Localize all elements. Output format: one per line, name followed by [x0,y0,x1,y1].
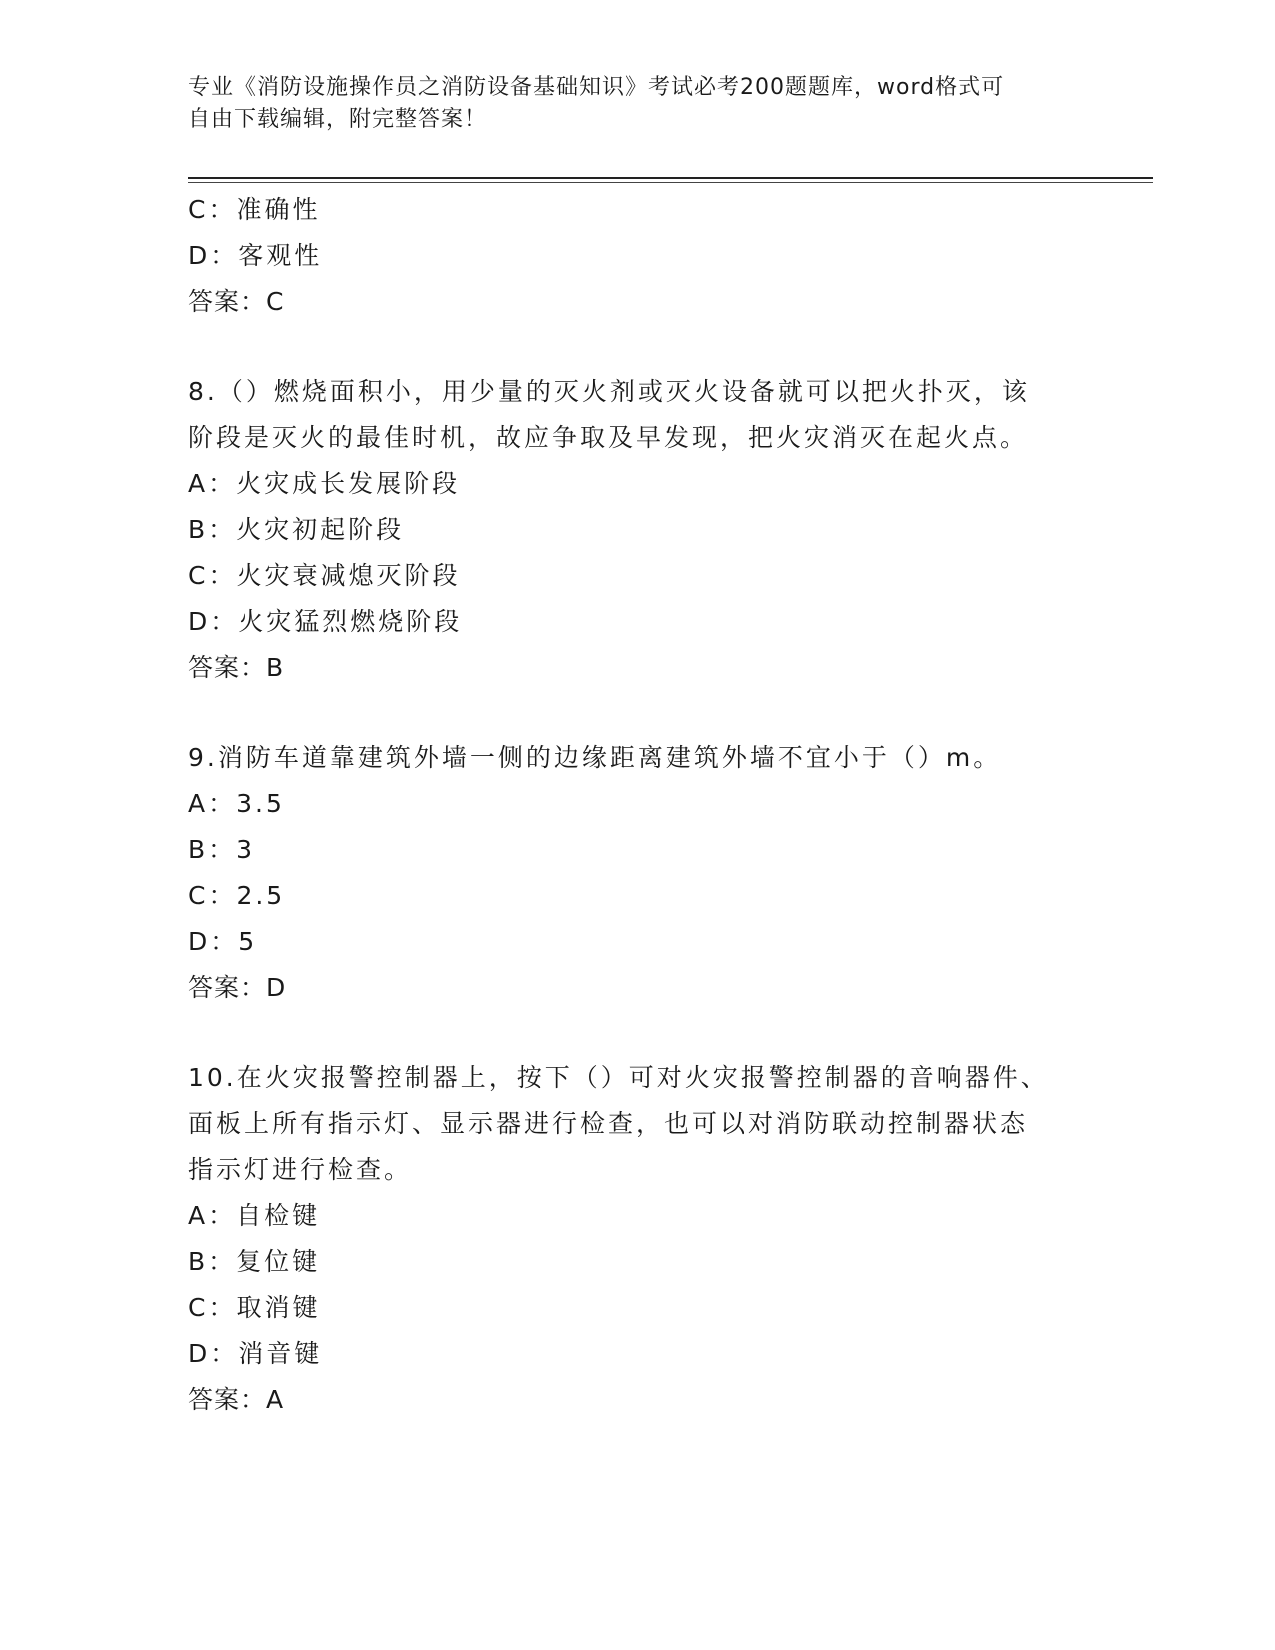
spacer [188,1011,1088,1055]
option-a: A：自检键 [188,1201,321,1230]
document-header [188,72,1068,136]
question-stem-line: 阶段是灭火的最佳时机，故应争取及早发现，把火灾消灭在起火点。 [188,423,1029,452]
option-d: D：火灾猛烈燃烧阶段 [188,607,463,636]
option-c: C：火灾衰减熄灭阶段 [188,561,461,590]
answer-line: 答案：C [188,287,285,316]
option-b: B：火灾初起阶段 [188,515,405,544]
option-a: A：火灾成长发展阶段 [188,469,461,498]
question-10 [188,1055,1088,1423]
question-stem-line: 9.消防车道靠建筑外墙一侧的边缘距离建筑外墙不宜小于（）m。 [188,743,1002,772]
answer-line: 答案：B [188,653,285,682]
option-c: C：2.5 [188,881,286,910]
option-d: D：消音键 [188,1339,323,1368]
header-line-1: 专业《消防设施操作员之消防设备基础知识》考试必考200题题库，word格式可 [188,75,1005,100]
option-b: B：3 [188,835,256,864]
question-stem-line: 10.在火灾报警控制器上，按下（）可对火灾报警控制器的音响器件、 [188,1063,1049,1092]
option-d: D：客观性 [188,241,323,270]
spacer [188,691,1088,735]
question-stem-line: 8.（）燃烧面积小，用少量的灭火剂或灭火设备就可以把火扑灭，该 [188,377,1030,406]
header-line-2: 自由下载编辑，附完整答案！ [188,107,488,132]
option-c: C：准确性 [188,195,321,224]
question-9 [188,735,1088,1011]
header-rule-thick [188,177,1153,179]
answer-line: 答案：A [188,1385,285,1414]
option-c: C：取消键 [188,1293,321,1322]
answer-line: 答案：D [188,973,287,1002]
header-rule-thin [188,182,1153,183]
option-d: D：5 [188,927,258,956]
question-8 [188,369,1088,691]
question-stem-line: 面板上所有指示灯、显示器进行检查，也可以对消防联动控制器状态 [188,1109,1029,1138]
option-b: B：复位键 [188,1247,321,1276]
spacer [188,325,1088,369]
option-a: A：3.5 [188,789,285,818]
question-7-tail [188,187,1088,325]
question-list [188,187,1088,1423]
question-stem-line: 指示灯进行检查。 [188,1155,413,1184]
